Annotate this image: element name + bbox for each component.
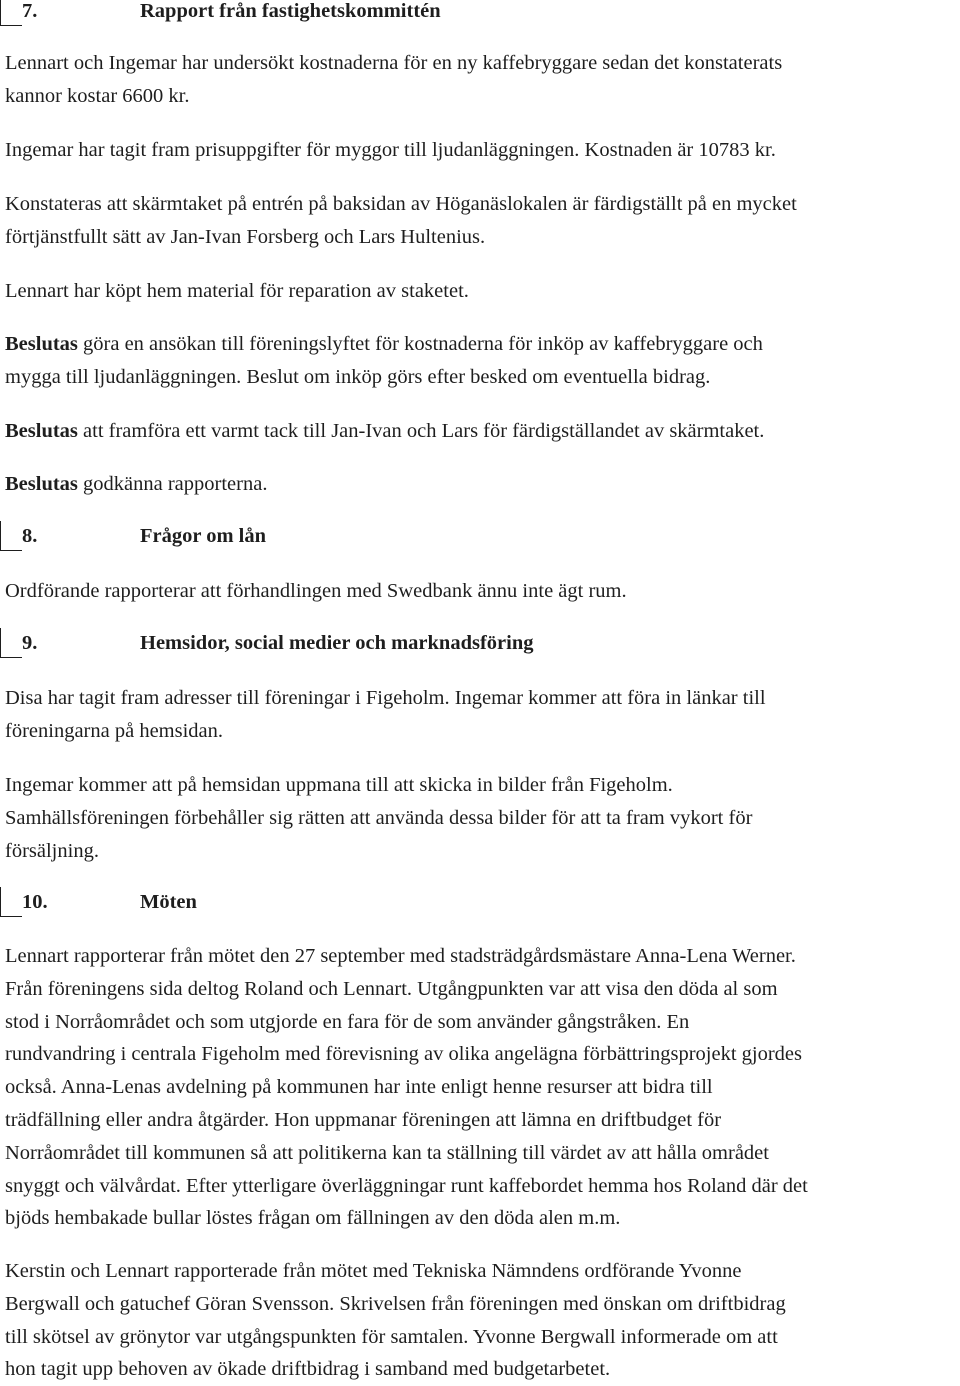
paragraph	[5, 328, 960, 394]
text-line: Lennart har köpt hem material för reparation av staketet.	[5, 280, 469, 302]
text-line: Bergwall och gatuchef Göran Svensson. Skrivelsen från föreningen med önskan om driftbidrag	[5, 1292, 786, 1315]
section-number: 8.	[22, 525, 38, 547]
paragraph	[5, 134, 960, 167]
section-mark	[0, 628, 22, 658]
text-line: Beslutas att framföra ett varmt tack till Jan-Ivan och Lars för färdigställandet av skärmtaket.	[5, 420, 765, 442]
section-heading-10	[0, 887, 940, 917]
text-line: till skötsel av grönytor var utgångspunkten för samtalen. Yvonne Bergwall informerade om att	[5, 1325, 778, 1348]
paragraph	[5, 682, 960, 748]
text-line: Samhällsföreningen förbehåller sig rätten att använda dessa bilder för att ta fram vykort för	[5, 806, 753, 829]
text-line: Beslutas göra en ansökan till föreningslyftet för kostnaderna för inköp av kaffebryggare och	[5, 333, 763, 355]
paragraph	[5, 940, 960, 1235]
section-heading-9	[0, 628, 940, 658]
section-number: 10.	[22, 891, 48, 913]
section-title: Möten	[140, 891, 197, 913]
paragraph	[5, 188, 960, 254]
text-line: Från föreningens sida deltog Roland och Lennart. Utgångpunkten var att visa den döda al som	[5, 977, 778, 1000]
text-line: bjöds hembakade bullar löstes frågan om fällningen av den döda alen m.m.	[5, 1207, 621, 1230]
text-line: Ingemar har tagit fram prisuppgifter för myggor till ljudanläggningen. Kostnaden är 10783 kr.	[5, 139, 776, 161]
section-title: Rapport från fastighetskommittén	[140, 0, 441, 22]
text-line: kannor kostar 6600 kr.	[5, 84, 190, 107]
paragraph	[5, 275, 960, 308]
text-line: Ingemar kommer att på hemsidan uppmana till att skicka in bilder från Figeholm.	[5, 774, 673, 796]
text-line: också. Anna-Lenas avdelning på kommunen har inte enligt henne resurser att bidra till	[5, 1076, 713, 1099]
paragraph	[5, 1255, 960, 1386]
section-title: Frågor om lån	[140, 525, 267, 547]
section-title: Hemsidor, social medier och marknadsföring	[140, 632, 534, 654]
paragraph	[5, 415, 960, 448]
paragraph	[5, 47, 960, 113]
text-line: Disa har tagit fram adresser till föreningar i Figeholm. Ingemar kommer att föra in länkar till	[5, 687, 766, 709]
section-mark	[0, 0, 22, 26]
text-line: stod i Norråområdet och som utgjorde en fara för de som använder gångstråken. En	[5, 1010, 690, 1033]
text-line: Konstateras att skärmtaket på entrén på baksidan av Höganäslokalen är färdigställt på en mycket	[5, 193, 797, 215]
section-heading-7	[0, 0, 940, 26]
text-line: Beslutas godkänna rapporterna.	[5, 473, 268, 495]
text-line: trädfällning eller andra åtgärder. Hon uppmanar föreningen att lämna en driftbudget för	[5, 1108, 722, 1131]
text-line: Lennart rapporterar från mötet den 27 september med stadsträdgårdsmästare Anna-Lena Werner.	[5, 945, 796, 967]
section-heading-8	[0, 521, 940, 551]
text-line: Kerstin och Lennart rapporterade från mötet med Tekniska Nämndens ordförande Yvonne	[5, 1260, 742, 1282]
text-line: försäljning.	[5, 839, 99, 862]
text-line: hon tagit upp behoven av ökade driftbidrag i samband med budgetarbetet.	[5, 1358, 611, 1381]
text-line: förtjänstfullt sätt av Jan-Ivan Forsberg och Lars Hultenius.	[5, 225, 486, 248]
text-line: mygga till ljudanläggningen. Beslut om inköp görs efter besked om eventuella bidrag.	[5, 365, 711, 388]
text-line: Norråområdet till kommunen så att politikerna kan ta ställning till värdet av att hålla området	[5, 1141, 769, 1164]
paragraph	[5, 468, 960, 501]
text-line: snyggt och välvårdat. Efter ytterligare överläggningar runt kaffebordet hemma hos Roland där det	[5, 1174, 808, 1197]
text-line: rundvandring i centrala Figeholm med förevisning av olika angelägna förbättringsprojekt gjordes	[5, 1043, 802, 1066]
paragraph	[5, 575, 960, 608]
section-mark	[0, 887, 22, 917]
text-line: Ordförande rapporterar att förhandlingen med Swedbank ännu inte ägt rum.	[5, 580, 627, 602]
section-number: 7.	[22, 0, 38, 22]
text-line: Lennart och Ingemar har undersökt kostnaderna för en ny kaffebryggare sedan det konstaterats	[5, 52, 783, 74]
paragraph	[5, 769, 960, 867]
section-number: 9.	[22, 632, 38, 654]
section-mark	[0, 521, 22, 551]
text-line: föreningarna på hemsidan.	[5, 719, 224, 742]
